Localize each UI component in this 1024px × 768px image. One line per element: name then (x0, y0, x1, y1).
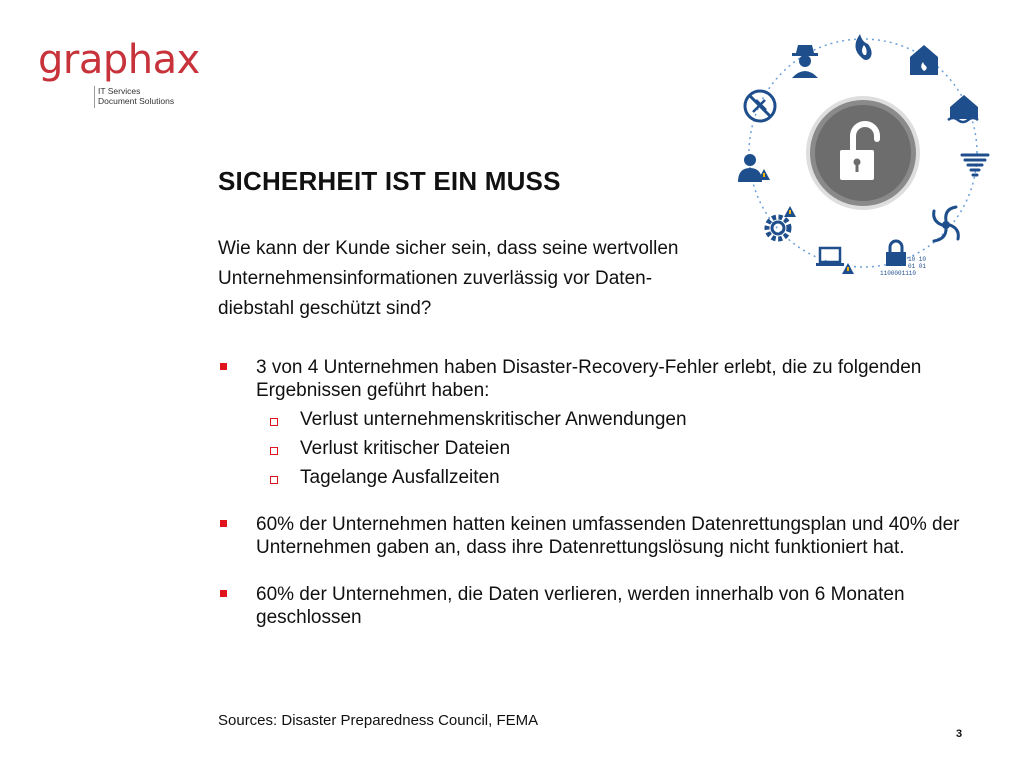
sources-note: Sources: Disaster Preparedness Council, FEMA (218, 712, 539, 729)
page-number: 3 (956, 728, 963, 740)
lead-question-line3: diebstahl geschützt sind? (218, 298, 432, 319)
binary-line-1: 10 10 (908, 256, 927, 263)
sub-list-item-text: Tagelange Ausfallzeiten (300, 467, 500, 488)
binary-line-2: 01 01 (908, 263, 927, 270)
logo-tagline-line2: Document Solutions (98, 96, 175, 106)
logo-divider (94, 86, 95, 108)
user-warning-icon (738, 154, 770, 182)
list-item (218, 513, 978, 559)
sub-list-item-text: Verlust unternehmenskritischer Anwendungen (300, 409, 687, 430)
sub-bullet-marker (270, 447, 278, 455)
flood-house-icon (948, 95, 978, 122)
lock-open-icon (806, 96, 920, 210)
sub-bullet-marker (270, 476, 278, 484)
lead-question-line1: Wie kann der Kunde sicher sein, dass seine wertvollen (218, 238, 679, 259)
no-tools-icon (745, 91, 775, 121)
list-item-text: 60% der Unternehmen hatten keinen umfassenden Datenrettungsplan und 40% der Unternehmen gaben an, dass ihre Datenrettungslösung nicht funktioniert hat. (256, 514, 960, 558)
laptop-warning-icon (816, 248, 854, 274)
hurricane-icon (934, 207, 959, 241)
sub-list-item (218, 437, 978, 460)
lead-question (218, 234, 778, 324)
binary-line-3: 1100001110 (880, 270, 917, 277)
statistics-list (218, 356, 978, 629)
list-item (218, 583, 978, 629)
logo-tagline (98, 86, 174, 106)
sub-list-item (218, 466, 978, 489)
list-item (218, 356, 978, 402)
sub-list-item (218, 408, 978, 431)
lead-question-line2: Unternehmensinformationen zuverlässig vor Daten- (218, 268, 653, 289)
fire-icon (855, 34, 871, 60)
sub-bullet-marker (270, 418, 278, 426)
logo-tagline-line1: IT Services (98, 86, 141, 96)
logo-wordmark: graphax (38, 37, 200, 83)
company-logo (38, 37, 200, 106)
house-fire-icon (910, 45, 938, 75)
bullet-marker (220, 520, 227, 527)
list-item-text: 3 von 4 Unternehmen haben Disaster-Recovery-Fehler erlebt, die zu folgenden Ergebnissen geführt haben: (256, 357, 922, 401)
bullet-marker (220, 363, 227, 370)
sub-list-item-text: Verlust kritischer Dateien (300, 438, 511, 459)
list-item-text: 60% der Unternehmen, die Daten verlieren, werden innerhalb von 6 Monaten geschlossen (256, 584, 905, 628)
page-title: SICHERHEIT IST EIN MUSS (218, 166, 561, 196)
binary-lock-icon (880, 241, 926, 277)
bullet-marker (220, 590, 227, 597)
